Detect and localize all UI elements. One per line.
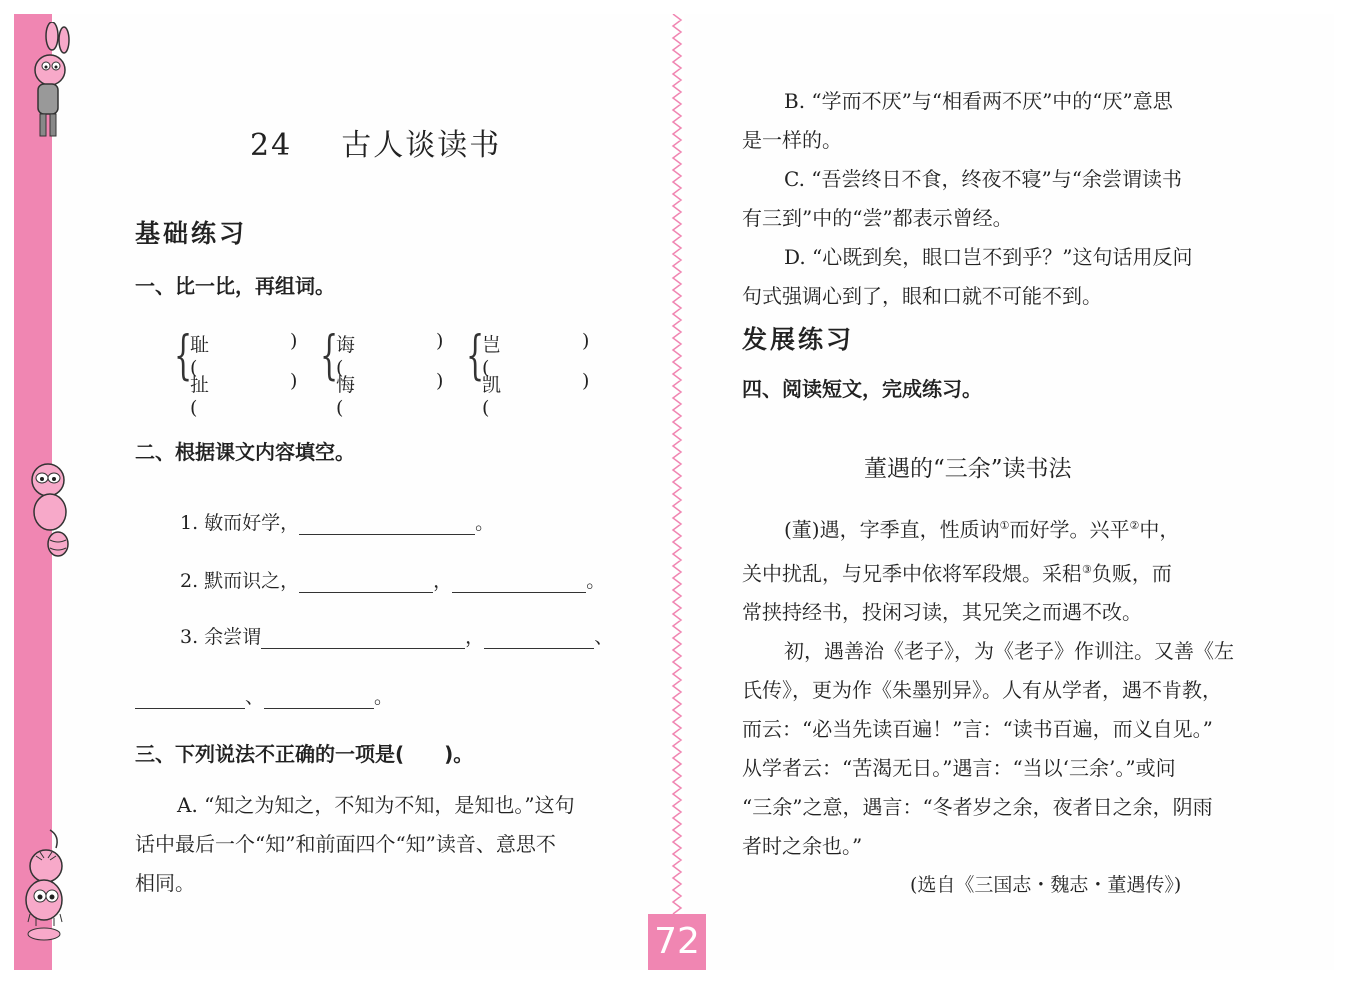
passage-line: 关中扰乱，与兄季中依将军段煨。采稆③负贩，而 <box>742 561 1172 586</box>
zigzag-divider <box>670 14 684 914</box>
close-paren: ) <box>290 330 298 352</box>
answer-blank[interactable] <box>484 626 594 649</box>
passage-line: 氏传》，更为作《朱墨别异》。人有从学者，遇不肯教， <box>742 678 1222 703</box>
close-paren: ) <box>582 330 590 352</box>
passage-line: (董)遇，字季直，性质讷①而好学。兴平②中， <box>784 517 1180 542</box>
fill-item-2: 2. 默而识之， ， 。 <box>180 570 606 592</box>
raccoon-mascot-icon <box>14 450 74 560</box>
fill-item-3: 3. 余尝谓 ， 、 <box>180 626 614 648</box>
answer-blank[interactable] <box>299 512 475 535</box>
options-b-to-d: B. “学而不厌”与“相看两不厌”中的“厌”意思 是一样的。 C. “吾尝终日不食，终夜不寝”与“余尝谓读书 有三到”中的“尝”都表示曾经。 D. “心既到矣，眼口岂不到乎？”这句话用反问 句式强调心到了，眼和口就不可能不到。 <box>742 82 1232 316</box>
question-3-heading: 三、下列说法不正确的一项是( )。 <box>135 742 474 766</box>
question-4-heading: 四、阅读短文，完成练习。 <box>742 377 982 401</box>
answer-blank[interactable] <box>452 570 586 593</box>
passage-line: 者时之余也。” <box>742 834 863 859</box>
question-1-heading: 一、比一比，再组词。 <box>135 274 335 298</box>
option-a: A. “知之为知之，不知为不知，是知也。”这句 话中最后一个“知”和前面四个“知”读音、意思不 相同。 <box>135 793 575 895</box>
passage-title: 董遇的“三余”读书法 <box>864 456 1072 482</box>
lesson-title-text: 古人谈读书 <box>341 128 502 163</box>
answer-blank[interactable] <box>135 686 245 709</box>
char-hui-teach: 诲( <box>336 334 356 379</box>
char-kai: 凯( <box>482 374 502 419</box>
close-paren: ) <box>436 370 444 392</box>
char-chi: 耻( <box>190 334 210 379</box>
option-b: B. “学而不厌”与“相看两不厌”中的“厌”意思 <box>784 89 1173 113</box>
char-qi: 岂( <box>482 334 502 379</box>
answer-blank[interactable] <box>299 570 433 593</box>
close-paren: ) <box>582 370 590 392</box>
lesson-title <box>250 120 501 164</box>
rabbit-mascot-icon <box>14 22 74 142</box>
fill-item-3-continued: 、 。 <box>135 682 393 709</box>
lesson-number: 24 <box>250 128 293 163</box>
brace-icon: { <box>320 326 339 386</box>
passage-line: 初，遇善治《老子》，为《老子》作训注。又善《左 <box>784 639 1234 664</box>
char-hui-regret: 悔( <box>336 374 356 419</box>
passage-line: “三余”之意，遇言：“冬者岁之余，夜者日之余，阴雨 <box>742 795 1213 820</box>
passage-line: 从学者云：“苦渴无日。”遇言：“当以‘三余’。”或问 <box>742 756 1176 781</box>
passage-body <box>742 506 1234 866</box>
close-paren: ) <box>290 370 298 392</box>
section-development-practice: 发展练习 <box>742 325 855 354</box>
page-number: 72 <box>648 914 706 970</box>
question-2-heading: 二、根据课文内容填空。 <box>135 440 355 464</box>
char-che: 扯( <box>190 374 210 419</box>
brace-icon: { <box>466 326 485 386</box>
passage-source: (选自《三国志・魏志・董遇传》) <box>910 874 1182 896</box>
option-d: D. “心既到矣，眼口岂不到乎？”这句话用反问 <box>784 245 1193 269</box>
section-basic-practice: 基础练习 <box>135 219 248 248</box>
answer-blank[interactable] <box>261 626 465 649</box>
option-c: C. “吾尝终日不食，终夜不寝”与“余尝谓读书 <box>784 167 1182 191</box>
close-paren: ) <box>436 330 444 352</box>
passage-line: 常挟持经书，投闲习读，其兄笑之而遇不改。 <box>742 600 1142 625</box>
passage-line: 而云：“必当先读百遍！”言：“读书百遍，而义自见。” <box>742 717 1213 742</box>
fill-item-1: 1. 敏而好学， 。 <box>180 512 495 534</box>
answer-blank[interactable] <box>264 686 374 709</box>
brace-icon: { <box>174 326 193 386</box>
tiger-mascot-icon <box>14 826 74 944</box>
